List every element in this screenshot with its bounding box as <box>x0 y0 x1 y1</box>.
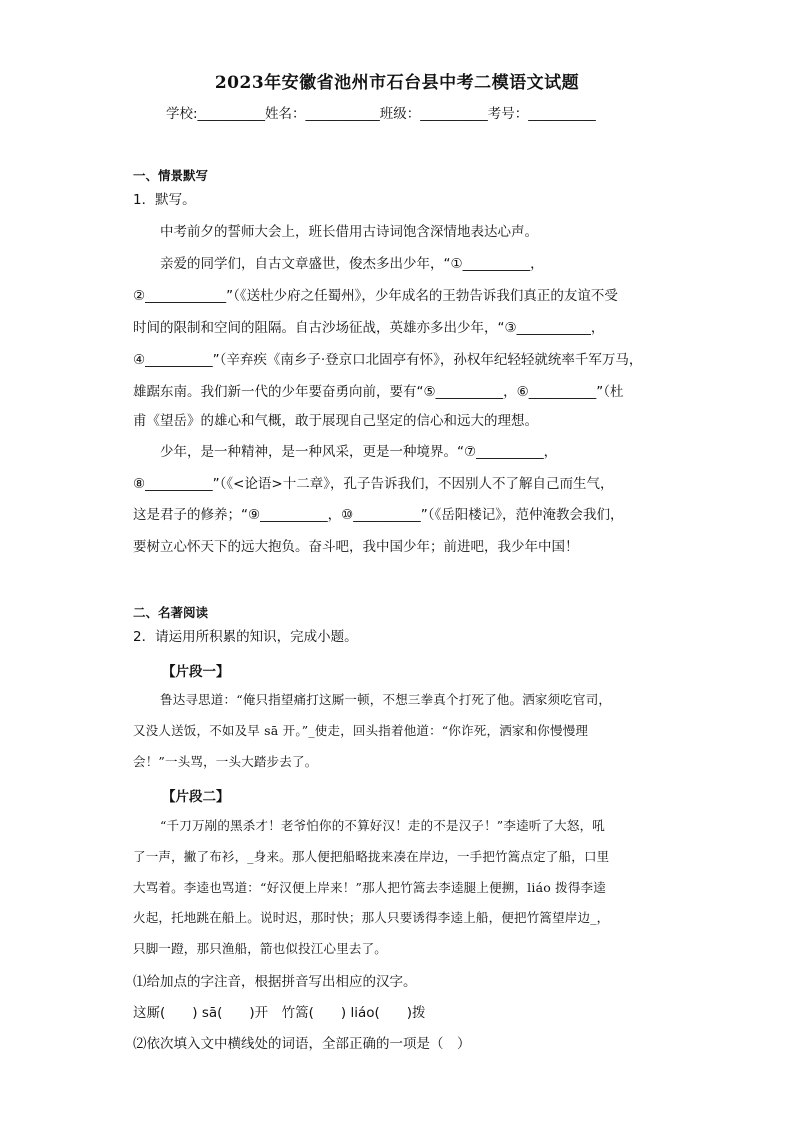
passage-line: 甫《望岳》的雄心和气概，敢于展现自己坚定的信心和远大的理想。 <box>133 413 538 429</box>
fragment-2-line: 只脚一蹬，那只渔船，箭也似投江心里去了。 <box>133 941 388 956</box>
passage-line: 少年，是一种精神，是一种风采，更是一种境界。“⑦__________， <box>160 444 558 460</box>
question-1-label: 1．默写。 <box>133 192 196 208</box>
fragment-2-line: “千刀万剐的黑杀才！老爷怕你的不算好汉！走的不是汉子！”李逵听了大怒，吼 <box>160 818 605 833</box>
student-info-line: 学校:__________姓名：___________班级：__________考号：__________ <box>166 106 596 122</box>
sub-question-1-items: 这厮( ) sā( )开 竹篙( ) liáo( )拨 <box>133 1005 426 1021</box>
passage-line: 时间的限制和空间的阻隔。自古沙场征战，英雄亦多出少年，“③___________， <box>133 320 605 336</box>
passage-line: ④__________”（辛弃疾《南乡子·登京口北固亭有怀》，孙权年纪轻轻就统率千军万马， <box>133 352 643 368</box>
passage-line: 这是君子的修养；“⑨__________，⑩__________”（《岳阳楼记》，范仲淹教会我们， <box>133 507 624 523</box>
fragment-2-line: 了一声，撇了布衫，_身来。那人便把船略拢来凑在岸边，一手把竹篙点定了船，口里 <box>133 849 610 864</box>
fragment-2-line: 火起，托地跳在船上。说时迟，那时快；那人只要诱得李逵上船，便把竹篙望岸边_， <box>133 910 610 925</box>
section-heading-1: 一、情景默写 <box>133 168 209 183</box>
fragment-1-line: 又没人送饭，不如及早 sā 开。”_使走，回头指着他道：“你诈死，洒家和你慢慢理 <box>133 723 589 738</box>
passage-line: 要树立心怀天下的远大抱负。奋斗吧，我中国少年；前进吧，我少年中国！ <box>133 539 579 555</box>
sub-question-2: ⑵依次填入文中横线处的词语，全部正确的一项是（ ） <box>133 1036 471 1052</box>
fragment-1-line: 鲁达寻思道：“俺只指望痛打这厮一顿，不想三拳真个打死了他。洒家须吃官司， <box>160 692 612 707</box>
fragment-2-label: 【片段二】 <box>162 789 230 805</box>
passage-line: 中考前夕的誓师大会上，班长借用古诗词饱含深情地表达心声。 <box>160 224 538 240</box>
passage-line: 雄踞东南。我们新一代的少年要奋勇向前，要有“⑤__________，⑥__________”（杜 <box>133 384 624 400</box>
fragment-1-line: 会！”一头骂，一头大踏步去了。 <box>133 754 318 769</box>
question-2-intro: 2．请运用所积累的知识，完成小题。 <box>133 629 358 645</box>
fragment-1-label: 【片段一】 <box>162 664 230 680</box>
passage-line: ②____________”（《送杜少府之任蜀州》，少年成名的王勃告诉我们真正的友谊不受 <box>133 288 618 304</box>
page-title: 2023年安徽省池州市石台县中考二模语文试题 <box>214 73 580 93</box>
passage-line: 亲爱的同学们，自古文章盛世，俊杰多出少年，“①__________， <box>160 256 544 272</box>
sub-question-1: ⑴给加点的字注音，根据拼音写出相应的汉字。 <box>133 974 417 990</box>
passage-line: ⑧__________”（《<论语>十二章》，孔子告诉我们，不因别人不了解自己而生气， <box>133 476 614 492</box>
section-heading-2: 二、名著阅读 <box>133 605 209 620</box>
fragment-2-line: 大骂着。李逵也骂道：“好汉便上岸来！”那人把竹篙去李逵腿上便搠，liáo 拨得李逵 <box>133 880 606 895</box>
